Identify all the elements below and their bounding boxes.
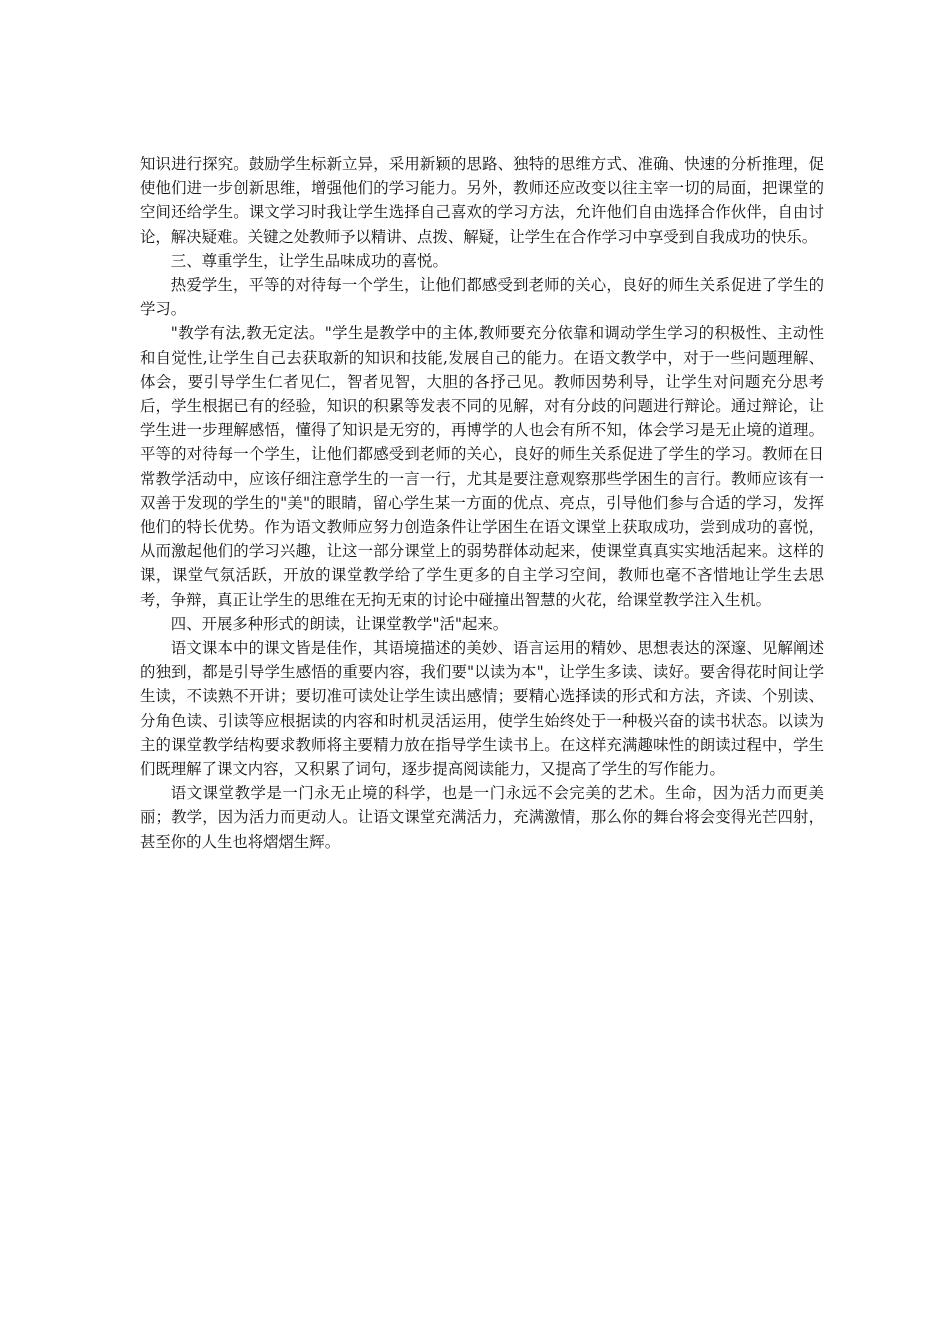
paragraph-continuation: 知识进行探究。鼓励学生标新立异，采用新颖的思路、独特的思维方式、准确、快速的分析推理，促使他们进一步创新思维，增强他们的学习能力。另外，教师还应改变以往主宰一切的局面，把课堂的空间还给学生。课文学习时我让学生选择自己喜欢的学习方法，允许他们自由选择合作伙伴，自由讨论，解决疑难。关键之处教师予以精讲、点拨、解疑，让学生在合作学习中享受到自我成功的快乐。: [140, 155, 824, 246]
paragraph: 热爱学生，平等的对待每一个学生，让他们都感受到老师的关心，良好的师生关系促进了学生的学习。: [140, 276, 824, 319]
section-heading-3: 三、尊重学生，让学生品味成功的喜悦。: [170, 251, 448, 270]
document-body: [140, 152, 824, 854]
section-heading-4: 四、开展多种形式的朗读，让课堂教学"活"起来。: [170, 614, 509, 633]
paragraph-conclusion: 语文课堂教学是一门永无止境的科学，也是一门永远不会完美的艺术。生命，因为活力而更美丽；教学，因为活力而更动人。让语文课堂充满活力，充满激情，那么你的舞台将会变得光芒四射，甚至你的人生也将熠熠生辉。: [140, 784, 824, 851]
paragraph: "教学有法,教无定法。"学生是教学中的主体,教师要充分依靠和调动学生学习的积极性、主动性和自觉性,让学生自己去获取新的知识和技能,发展自己的能力。在语文教学中，对于一些问题理解、体会，要引导学生仁者见仁，智者见智，大胆的各抒己见。教师因势利导，让学生对问题充分思考后，学生根据已有的经验，知识的积累等发表不同的见解，对有分歧的问题进行辩论。通过辩论，让学生进一步理解感悟，懂得了知识是无穷的，再博学的人也会有所不知，体会学习是无止境的道理。平等的对待每一个学生，让他们都感受到老师的关心，良好的师生关系促进了学生的学习。教师在日常教学活动中，应该仔细注意学生的一言一行，尤其是要注意观察那些学困生的言行。教师应该有一双善于发现的学生的"美"的眼睛，留心学生某一方面的优点、亮点，引导他们参与合适的学习，发挥他们的特长优势。作为语文教师应努力创造条件让学困生在语文课堂上获取成功，尝到成功的喜悦，从而激起他们的学习兴趣，让这一部分课堂上的弱势群体动起来，使课堂真真实实地活起来。这样的课，课堂气氛活跃，开放的课堂教学给了学生更多的自主学习空间，教师也毫不吝惜地让学生去思考，争辩，真正让学生的思维在无拘无束的讨论中碰撞出智慧的火花，给课堂教学注入生机。: [140, 324, 824, 609]
paragraph: 语文课本中的课文皆是佳作，其语境描述的美妙、语言运用的精妙、思想表达的深邃、见解阐述的独到，都是引导学生感悟的重要内容，我们要"以读为本"，让学生多读、读好。要舍得花时间让学生读，不读熟不开讲；要切准可读处让学生读出感情；要精心选择读的形式和方法，齐读、个别读、分角色读、引读等应根据读的内容和时机灵活运用，使学生始终处于一种极兴奋的读书状态。以读为主的课堂教学结构要求教师将主要精力放在指导学生读书上。在这样充满趣味性的朗读过程中，学生们既理解了课文内容，又积累了词句，逐步提高阅读能力，又提高了学生的写作能力。: [140, 639, 824, 779]
